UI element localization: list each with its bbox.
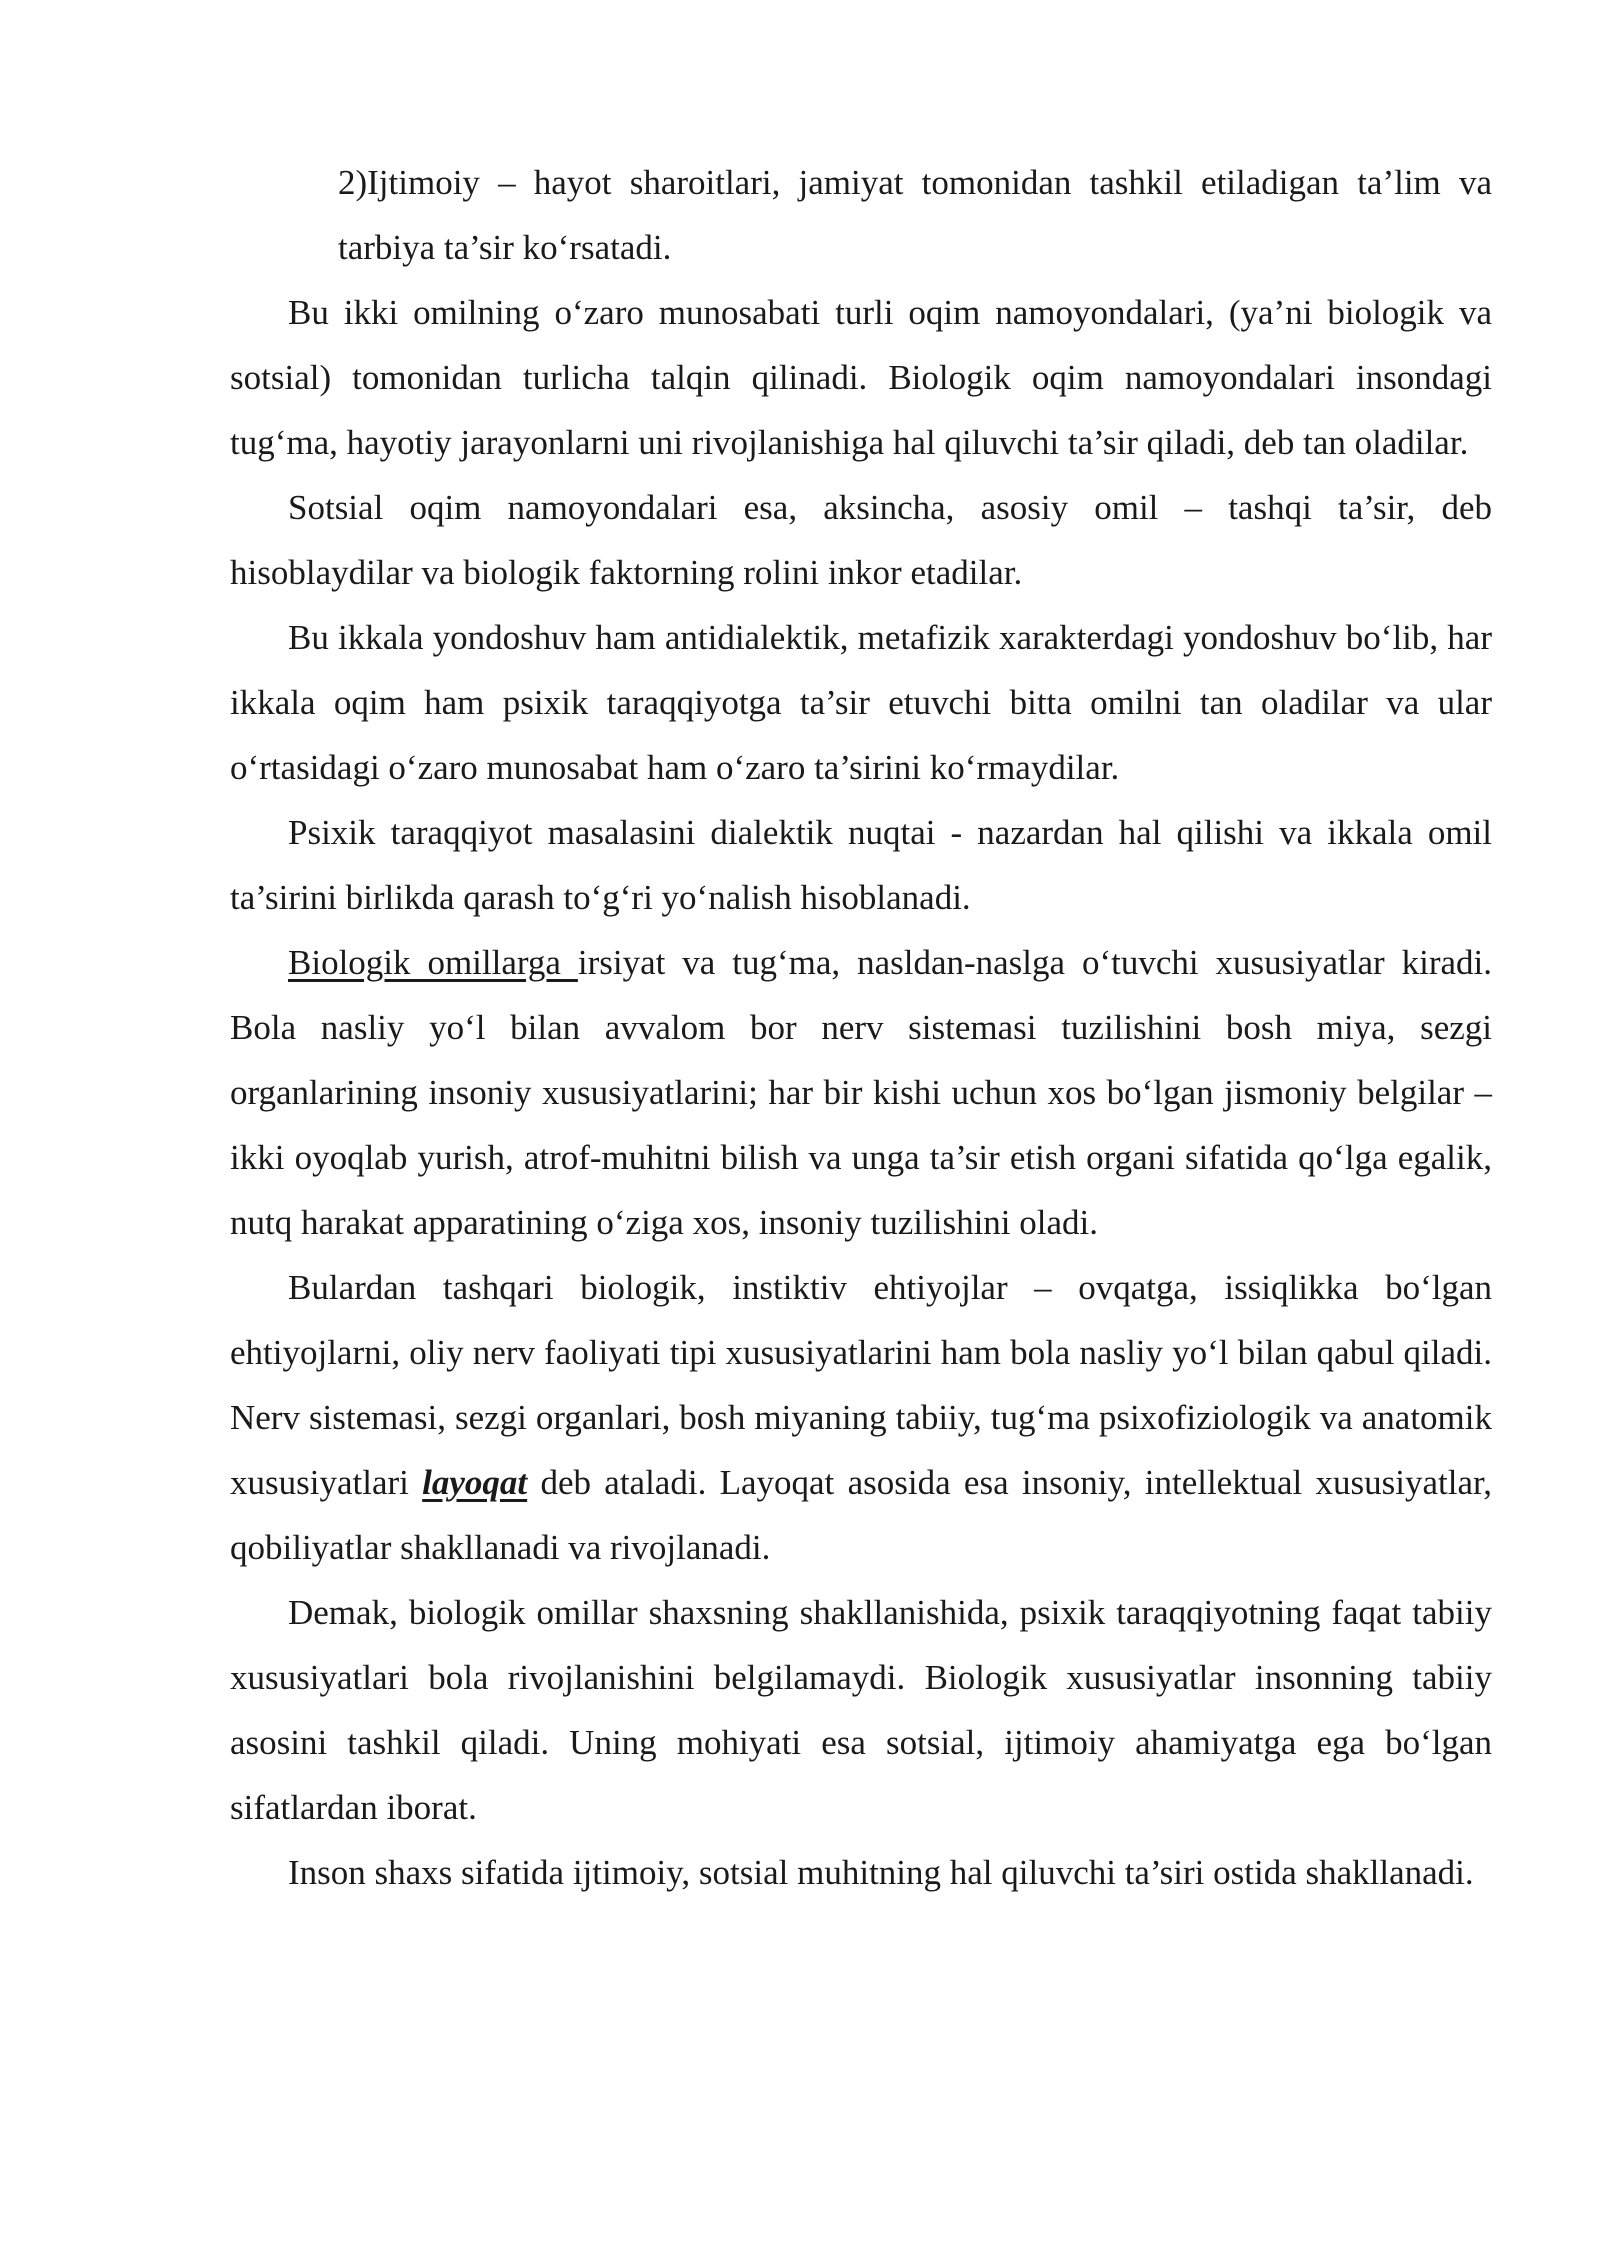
paragraph-7-text-after: deb ataladi. Layoqat asosida esa insoniy, intellektual xususiyatlar, qobiliyatlar shakllanadi va rivojlanadi. [230, 1463, 1492, 1567]
underlined-term-biologik-omillarga: Biologik omillarga [288, 943, 578, 982]
paragraph-4: Bu ikkala yondoshuv ham antidialektik, metafizik xarakterdagi yondoshuv bo‘lib, har ikkala oqim ham psixik taraqqiyotga ta’sir etuvchi bitta omilni tan oladilar va ular o‘rtasidagi o‘zaro munosabat ham o‘zaro ta’sirini ko‘rmaydilar. [230, 618, 1492, 787]
paragraph-8: Demak, biologik omillar shaxsning shakllanishida, psixik taraqqiyotning faqat tabiiy xususiyatlari bola rivojlanishini belgilamaydi. Biologik xususiyatlar insonning tabiiy asosini tashkil qiladi. Uning mohiyati esa sotsial, ijtimoiy ahamiyatga ega bo‘lgan sifatlardan iborat. [230, 1593, 1492, 1827]
emphasized-term-layoqat: layoqat [422, 1463, 528, 1502]
paragraph-6 [230, 930, 1492, 1255]
paragraph-1: 2)Ijtimoiy – hayot sharoitlari, jamiyat tomonidan tashkil etiladigan ta’lim va tarbiya ta’sir ko‘rsatadi. [338, 163, 1492, 267]
paragraph-2: Bu ikki omilning o‘zaro munosabati turli oqim namoyondalari, (ya’ni biologik va sotsial) tomonidan turlicha talqin qilinadi. Biologik oqim namoyondalari insondagi tug‘ma, hayotiy jarayonlarni uni rivojlanishiga hal qiluvchi ta’sir qiladi, deb tan oladilar. [230, 293, 1492, 462]
paragraph-5: Psixik taraqqiyot masalasini dialektik nuqtai - nazardan hal qilishi va ikkala omil ta’sirini birlikda qarash to‘g‘ri yo‘nalish hisoblanadi. [230, 813, 1492, 917]
paragraph-6-text: irsiyat va tug‘ma, nasldan-naslga o‘tuvchi xususiyatlar kiradi. Bola nasliy yo‘l bilan avvalom bor nerv sistemasi tuzilishini bosh miya, sezgi organlarining insoniy xususiyatlarini; har bir kishi uchun xos bo‘lgan jismoniy belgilar – ikki oyoqlab yurish, atrof-muhitni bilish va unga ta’sir etish organi sifatida qo‘lga egalik, nutq harakat apparatining o‘ziga xos, insoniy tuzilishini oladi. [230, 943, 1492, 1242]
paragraph-7-text-before: Bulardan tashqari biologik, instiktiv ehtiyojlar – ovqatga, issiqlikka bo‘lgan ehtiyojlarni, oliy nerv faoliyati tipi xususiyatlarini ham bola nasliy yo‘l bilan qabul qiladi. Nerv sistemasi, sezgi organlari, bosh miyaning tabiiy, tug‘ma psixofiziologik va anatomik xususiyatlari [230, 1268, 1492, 1502]
paragraph-3: Sotsial oqim namoyondalari esa, aksincha, asosiy omil – tashqi ta’sir, deb hisoblaydilar va biologik faktorning rolini inkor etadilar. [230, 488, 1492, 592]
paragraph-9: Inson shaxs sifatida ijtimoiy, sotsial muhitning hal qiluvchi ta’siri ostida shakllanadi. [288, 1853, 1474, 1892]
document-page [230, 150, 1492, 1905]
paragraph-7 [230, 1255, 1492, 1580]
